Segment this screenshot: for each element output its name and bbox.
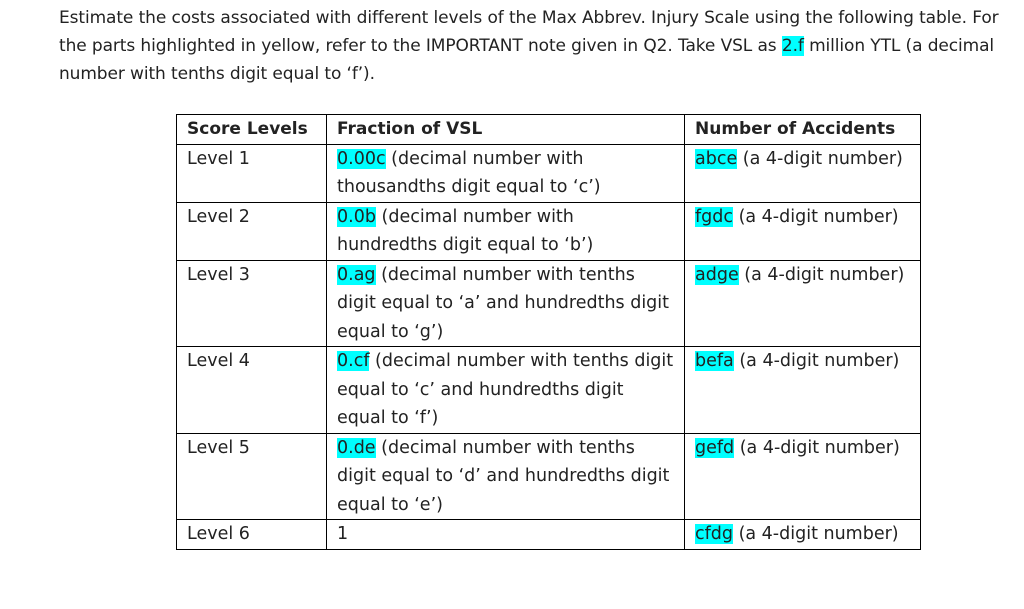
- fraction-cell: [327, 144, 685, 202]
- score-level-cell: Level 2: [177, 202, 327, 260]
- fraction-highlight: 0.ag: [337, 264, 376, 285]
- fraction-highlight: 0.0b: [337, 206, 376, 227]
- table-row: [177, 520, 921, 550]
- fraction-description: (decimal number with hundredths digit equal to ‘b’): [337, 206, 594, 255]
- table-row: [177, 202, 921, 260]
- score-level-cell: Level 3: [177, 260, 327, 347]
- accidents-cell: [685, 144, 921, 202]
- fraction-cell: [327, 202, 685, 260]
- fraction-description: (decimal number with tenths digit equal to ‘c’ and hundredths digit equal to ‘f’): [337, 351, 674, 428]
- accidents-description: (a 4-digit number): [737, 148, 903, 169]
- accidents-description: (a 4-digit number): [734, 437, 900, 458]
- accidents-cell: [685, 202, 921, 260]
- header-number-of-accidents: Number of Accidents: [685, 115, 921, 145]
- score-level-cell: Level 4: [177, 347, 327, 434]
- fraction-description: 1: [337, 524, 349, 544]
- accidents-highlight: befa: [695, 351, 734, 371]
- fraction-cell: [327, 520, 685, 550]
- fraction-cell: [327, 433, 685, 520]
- accidents-highlight: adge: [695, 264, 739, 285]
- vsl-highlight: 2.f: [781, 36, 804, 56]
- table-header-row: [177, 115, 921, 145]
- accidents-highlight: fgdc: [695, 206, 733, 227]
- score-level-cell: Level 5: [177, 433, 327, 520]
- fraction-highlight: 0.00c: [337, 148, 386, 169]
- fraction-highlight: 0.de: [337, 437, 376, 458]
- accidents-cell: [685, 520, 921, 550]
- fraction-description: (decimal number with tenths digit equal to ‘d’ and hundredths digit equal to ‘e’): [337, 437, 670, 515]
- accidents-highlight: cfdg: [695, 524, 733, 544]
- table-row: [177, 260, 921, 347]
- accidents-cell: [685, 260, 921, 347]
- accidents-highlight: gefd: [695, 437, 735, 458]
- fraction-cell: [327, 347, 685, 434]
- score-level-cell: Level 1: [177, 144, 327, 202]
- question-text: [59, 4, 1021, 88]
- table-row: [177, 433, 921, 520]
- accidents-description: (a 4-digit number): [738, 264, 905, 285]
- fraction-description: (decimal number with tenths digit equal to ‘a’ and hundredths digit equal to ‘g’): [337, 264, 670, 342]
- header-score-levels: Score Levels: [177, 115, 327, 145]
- accidents-highlight: abce: [695, 148, 738, 169]
- fraction-description: (decimal number with thousandths digit equal to ‘c’): [337, 148, 601, 197]
- table-row: [177, 144, 921, 202]
- question-text-start: Estimate the costs associated with different levels of the Max Abbrev. Injury Scale using the following table. For the parts highlighted in yellow, refer to the IMPORTANT note given in Q2. Take VSL as: [59, 8, 999, 56]
- accidents-description: (a 4-digit number): [733, 524, 899, 544]
- header-fraction-of-vsl: Fraction of VSL: [327, 115, 685, 145]
- accidents-description: (a 4-digit number): [733, 351, 900, 371]
- fraction-highlight: 0.cf: [337, 351, 370, 371]
- fraction-cell: [327, 260, 685, 347]
- table-row: [177, 347, 921, 434]
- injury-scale-table: [176, 114, 921, 550]
- accidents-description: (a 4-digit number): [733, 206, 899, 227]
- question-text-end: million YTL (a decimal number with tenths digit equal to ‘f’).: [59, 36, 995, 84]
- accidents-cell: [685, 433, 921, 520]
- score-level-cell: Level 6: [177, 520, 327, 550]
- accidents-cell: [685, 347, 921, 434]
